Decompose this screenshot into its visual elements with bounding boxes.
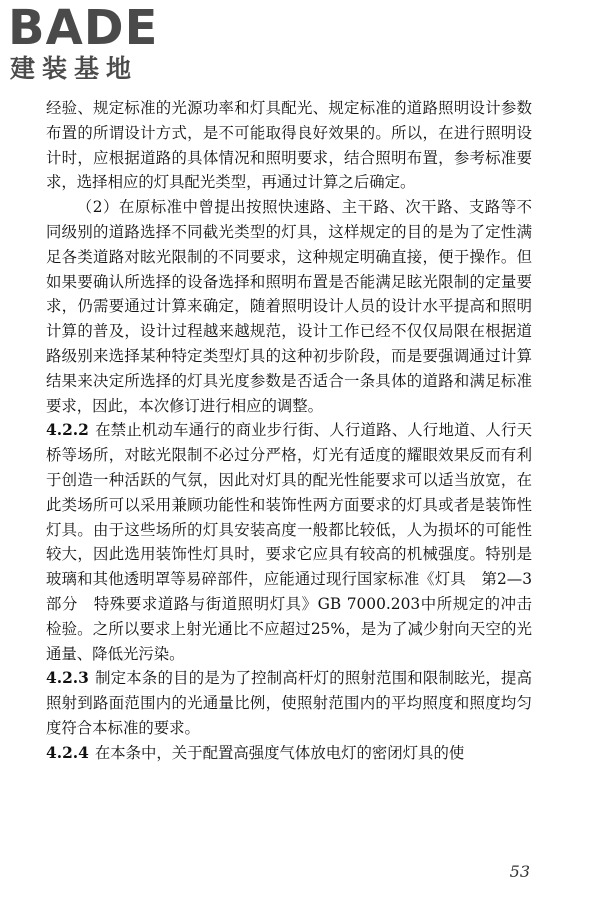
paragraph-item-2 — [46, 195, 532, 418]
clause-text: 制定本条的目的是为了控制高杆灯的照射范围和限制眩光，提高照射到路面范围内的光通量比例，使照射范围内的平均照度和照度均匀度符合本标准的要求。 — [46, 669, 532, 737]
clause-number: 4.2.4 — [46, 743, 89, 762]
logo-subtitle: 建装基地 — [10, 54, 139, 83]
clause-number: 4.2.2 — [46, 421, 89, 440]
clause-text: 在本条中，关于配置高强度气体放电灯的密闭灯具的使 — [94, 743, 465, 762]
clause-number: 4.2.3 — [46, 669, 89, 688]
logo-wordmark: BADE — [8, 0, 159, 56]
paragraph-continuation — [46, 96, 532, 195]
clause-4-2-4 — [46, 741, 532, 766]
bade-logo — [8, 0, 178, 86]
paragraph-text: （2）在原标准中曾提出按照快速路、主干路、次干路、支路等不同级别的道路选择不同截光类型的灯具，这样规定的目的是为了定性满足各类道路对眩光限制的不同要求，这种规定明确直接，便于操作。但如果要确认所选择的设备选择和照明布置是否能满足眩光限制的定量要求，仍需要通过计算来确定，随着照明设计人员的设计水平提高和照明计算的普及，设计过程越来越规范，设计工作已经不仅仅局限在根据道路级别来选择某种特定类型灯具的这种初步阶段，而是要强调通过计算结果来决定所选择的灯具光度参数是否适合一条具体的道路和满足标准要求，因此，本次修订进行相应的调整。 — [46, 198, 532, 415]
document-body — [46, 96, 532, 766]
clause-4-2-2 — [46, 418, 532, 666]
clause-text: 在禁止机动车通行的商业步行街、人行道路、人行地道、人行天桥等场所，对眩光限制不必过分严格，灯光有适度的耀眼效果反而有利于创造一种活跃的气氛，因此对灯具的配光性能要求可以适当放宽，在此类场所可以采用兼顾功能性和装饰性两方面要求的灯具或者是装饰性灯具。由于这些场所的灯具安装高度一般都比较低，人为损坏的可能性较大，因此选用装饰性灯具时，要求它应具有较高的机械强度。特别是玻璃和其他透明罩等易碎部件，应能通过现行国家标准《灯具 第2—3部分 特殊要求道路与街道照明灯具》GB 7000.203中所规定的冲击检验。之所以要求上射光通比不应超过25%，是为了减少射向天空的光通量、降低光污染。 — [46, 421, 532, 663]
clause-4-2-3 — [46, 666, 532, 740]
paragraph-text: 经验、规定标准的光源功率和灯具配光、规定标准的道路照明设计参数布置的所谓设计方式，是不可能取得良好效果的。所以，在进行照明设计时，应根据道路的具体情况和照明要求，结合照明布置，参考标准要求，选择相应的灯具配光类型，再通过计算之后确定。 — [46, 99, 532, 192]
page-number: 53 — [509, 862, 530, 881]
